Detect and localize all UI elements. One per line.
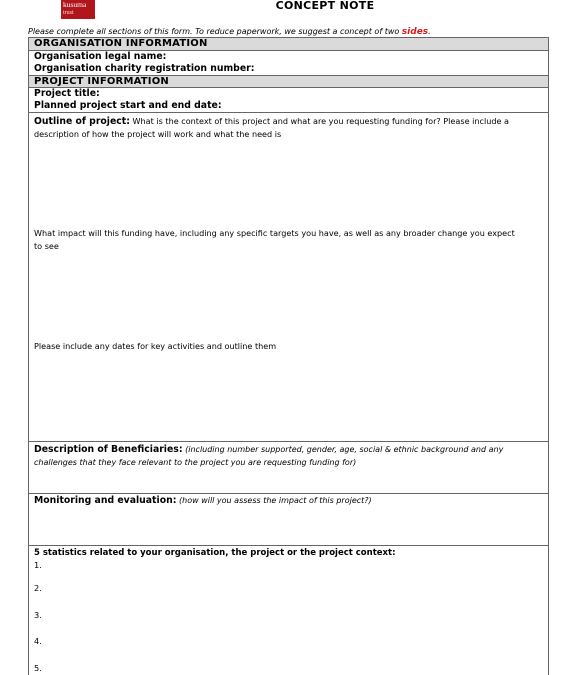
beneficiaries-prompt — [34, 443, 524, 469]
monitoring-label: Monitoring and evaluation: — [34, 495, 177, 506]
organisation-section-header: ORGANISATION INFORMATION — [29, 38, 548, 51]
project-dates-field[interactable]: Planned project start and end date: — [34, 100, 222, 111]
concept-note-form — [28, 37, 549, 675]
page-title: CONCEPT NOTE — [275, 0, 375, 12]
outline-prompt-context-text: What is the context of this project and what are you requesting funding for? Please include a description of how the project will work and what the need is — [34, 116, 509, 139]
project-section-header: PROJECT INFORMATION — [29, 76, 548, 88]
form-instructions — [28, 27, 548, 37]
statistic-item-3[interactable]: 3. — [34, 609, 42, 620]
organisation-fields — [29, 51, 548, 76]
statistics-label: 5 statistics related to your organisation, the project or the project context: — [34, 548, 396, 558]
logo-text-line2: trust — [63, 10, 74, 16]
outline-of-project-field[interactable] — [29, 113, 548, 442]
project-fields — [29, 88, 548, 113]
statistic-item-4[interactable]: 4. — [34, 636, 42, 646]
instructions-end: . — [428, 27, 431, 36]
statistic-item-5[interactable]: 5. — [34, 662, 42, 673]
monitoring-evaluation-field[interactable] — [29, 494, 548, 546]
logo-text-line1: kusuma — [63, 0, 87, 9]
beneficiaries-note: (including number supported, gender, age, social & ethnic background and any challenges that they face relevant to the project you are requesting funding for) — [34, 445, 504, 467]
project-title-field[interactable]: Project title: — [34, 88, 100, 99]
outline-label: Outline of project: — [34, 116, 130, 127]
outline-prompt-dates: Please include any dates for key activities and outline them — [34, 341, 277, 351]
outline-prompt-context — [34, 115, 524, 141]
beneficiaries-label: Description of Beneficiaries: — [34, 444, 183, 455]
beneficiaries-field[interactable] — [29, 442, 548, 494]
outline-prompt-impact: What impact will this funding have, including any specific targets you have, as well as any broader change you expect to see — [34, 228, 515, 251]
charity-registration-number-field[interactable]: Organisation charity registration number: — [34, 63, 255, 74]
instructions-text: Please complete all sections of this form. To reduce paperwork, we suggest a concept of two — [28, 27, 400, 36]
monitoring-prompt — [34, 494, 524, 507]
monitoring-note: (how will you assess the impact of this project?) — [179, 496, 372, 505]
statistics-field[interactable] — [29, 546, 548, 675]
statistic-item-1[interactable]: 1. — [34, 560, 42, 570]
organisation-legal-name-field[interactable]: Organisation legal name: — [34, 51, 167, 62]
instructions-accent: sides — [401, 27, 429, 37]
statistic-item-2[interactable]: 2. — [34, 583, 42, 593]
